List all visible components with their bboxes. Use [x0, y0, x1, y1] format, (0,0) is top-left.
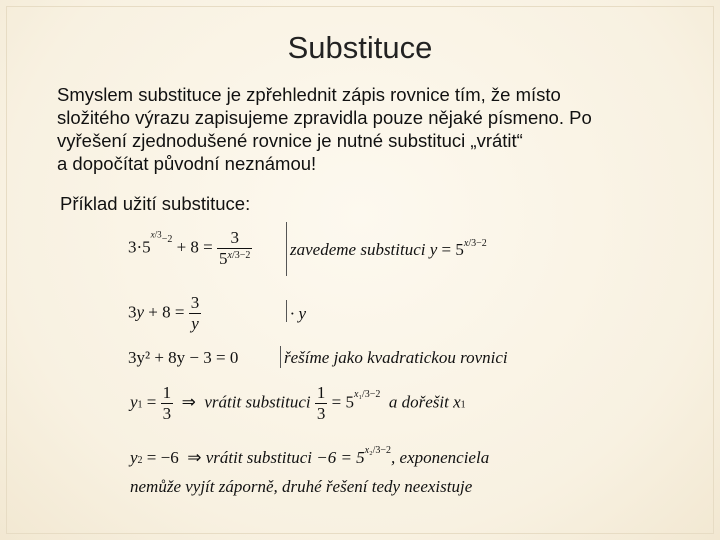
eq4-text-b: a dořešit — [388, 392, 449, 412]
separator-3 — [280, 346, 281, 368]
equation-3-note: řešíme jako kvadratickou rovnici — [284, 348, 508, 367]
equation-2-note: · y — [290, 304, 307, 323]
eq5-text-b: , exponenciela — [391, 448, 490, 467]
slide-title: Substituce — [287, 30, 433, 65]
equation-5: y2 = −6 ⇒ vrátit substituci $-6 = 5^{x_2/3-2}$, exponenciela — [130, 445, 490, 467]
paragraph-line-1: Smyslem substituce je zpřehlednit zápis rovnice tím, že místo — [57, 84, 561, 105]
equation-1-note: zavedeme substituci $y = 5^{x/3-2}$ — [290, 238, 487, 259]
paragraph-line-2: složitého výrazu zapisujeme zpravidla pouze nějaké písmeno. Po — [57, 107, 592, 128]
separator-1 — [286, 222, 287, 276]
equation-2: 3y + 8 = $\frac{3}{y}$ — [128, 293, 200, 333]
paragraph-line-4: a dopočítat původní neznámou! — [57, 153, 317, 174]
equation-3: 3y² + 8y − 3 = 0 — [128, 348, 239, 367]
separator-2 — [286, 300, 287, 322]
eq4-text-a: vrátit substituci — [204, 392, 311, 412]
eq5-text-a: vrátit substituci −6 = 5 — [205, 448, 365, 467]
intro-paragraph — [57, 83, 667, 175]
equation-6: nemůže vyjít záporně, druhé řešení tedy neexistuje — [130, 477, 473, 496]
paragraph-line-3: vyřešení zjednodušené rovnice je nutné substituci „vrátit“ — [57, 130, 523, 151]
example-label: Příklad užití substituce: — [60, 193, 251, 214]
eq1-note-text: zavedeme substituci — [290, 240, 426, 259]
equation-4: y1 = $\frac{1}{3}$ ⇒ vrátit substituci $\frac{1}{3}$ = $5^{x_1/3-2}$ a dořešit x1 — [130, 383, 466, 423]
equation-1: $3\cdot 5^{^{x/3}-2} + 8$ = $\frac{3}{5^{x/3-2}}$ — [128, 228, 251, 268]
